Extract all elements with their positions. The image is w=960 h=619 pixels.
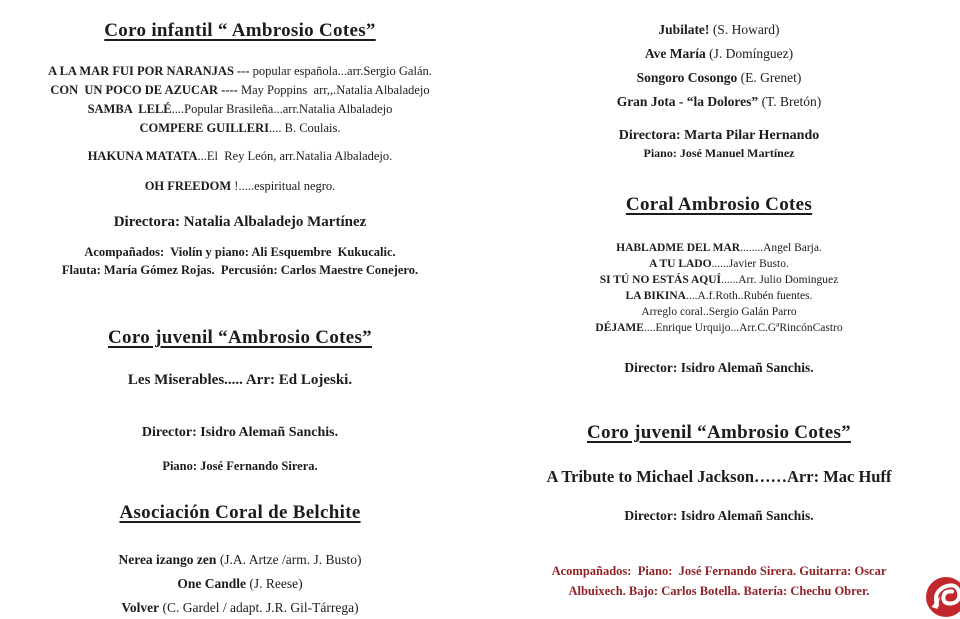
juvenil-piece-line: Les Miserables..... Arr: Ed Lojeski. (127, 372, 353, 388)
song-line (0, 177, 480, 196)
song-detail: ......Javier Busto. (711, 258, 789, 270)
song-line-freedom (0, 177, 480, 196)
accompanists-line: Acompañados: Piano: José Fernando Sirera. Guitarra: Oscar (551, 564, 887, 578)
song-title: One Candle (177, 576, 247, 591)
tribute-director-line: Director: Isidro Alemañ Sanchis. (624, 508, 814, 523)
coral-director-line: Director: Isidro Alemañ Sanchis. (624, 360, 814, 375)
song-detail: (T. Bretón) (758, 94, 822, 109)
song-title: COMPERE GUILLERI (139, 121, 269, 135)
song-title: Ave María (644, 46, 706, 61)
heading-coro-infantil: Coro infantil “ Ambrosio Cotes” (104, 20, 376, 41)
logo-svg (925, 576, 960, 618)
infantil-director-line: Directora: Natalia Albaladejo Martínez (113, 214, 367, 230)
accompanists-red-note (480, 562, 958, 601)
song-line (480, 256, 958, 272)
song-detail: ........Angel Barja. (740, 242, 822, 254)
song-title: Gran Jota - “la Dolores” (616, 94, 759, 109)
song-detail: popular española...arr.Sergio Galán. (249, 64, 432, 78)
heading-coral-belchite: Asociación Coral de Belchite (119, 502, 361, 523)
song-line (0, 147, 480, 166)
heading-coro-juvenil-right: Coro juvenil “Ambrosio Cotes” (587, 422, 851, 443)
song-detail: (J.A. Artze /arm. J. Busto) (216, 552, 362, 567)
song-title: LA BIKINA (625, 290, 686, 302)
song-line (0, 548, 480, 572)
song-detail: (J. Reese) (246, 576, 303, 591)
song-line (480, 272, 958, 288)
song-line-hakuna (0, 147, 480, 166)
right-column (480, 0, 958, 619)
song-title: A TU LADO (649, 258, 712, 270)
song-title: Songoro Cosongo (636, 70, 738, 85)
song-title: SI TÚ NO ESTÁS AQUÍ (599, 274, 721, 286)
song-title: DÉJAME (595, 322, 644, 334)
song-detail: Arreglo coral..Sergio Galán Parro (641, 306, 797, 318)
accompanists-line: Acompañados: Violín y piano: Ali Esquembre Kukucalic. (84, 245, 396, 259)
song-line (480, 320, 958, 336)
song-detail: ......Arr. Julio Dominguez (721, 274, 839, 286)
juvenil-director-line: Director: Isidro Alemañ Sanchis. (141, 425, 339, 440)
song-detail: ....A.f.Roth..Rubén fuentes. (685, 290, 813, 302)
song-detail: (C. Gardel / adapt. J.R. Gil-Tárrega) (159, 600, 359, 615)
song-line (480, 90, 958, 114)
heading-coral-ambrosio-cotes: Coral Ambrosio Cotes (625, 194, 813, 215)
infantil-accompanists (0, 244, 480, 279)
song-line (480, 66, 958, 90)
song-detail: !.....espiritual negro. (231, 179, 336, 193)
belchite-song-list (0, 548, 480, 619)
song-title: A LA MAR FUI POR NARANJAS --- (48, 64, 250, 78)
song-line (0, 119, 480, 138)
song-title: Nerea izango zen (118, 552, 217, 567)
song-title: HABLADME DEL MAR (616, 242, 741, 254)
red-circle-e-logo-icon (925, 576, 960, 618)
song-detail: (J. Domínguez) (705, 46, 794, 61)
coral-song-list (480, 240, 958, 336)
song-detail: ...El Rey León, arr.Natalia Albaladejo. (197, 149, 393, 163)
song-line (0, 572, 480, 596)
song-title: Jubilate! (658, 22, 710, 37)
song-title: SAMBA LELÉ (87, 102, 172, 116)
song-line (480, 240, 958, 256)
song-title: HAKUNA MATATA (87, 149, 198, 163)
song-line (0, 100, 480, 119)
song-detail: ....Enrique Urquijo...Arr.C.GªRincónCastro (643, 322, 843, 334)
song-detail: .... B. Coulais. (268, 121, 341, 135)
song-title: Volver (121, 600, 160, 615)
accompanists-line: Flauta: María Gómez Rojas. Percusión: Carlos Maestre Conejero. (61, 262, 419, 277)
song-line (480, 304, 958, 320)
song-detail: May Poppins arr,,.Natalia Albaladejo (237, 83, 430, 97)
adult-choir-song-list (480, 18, 958, 114)
accompanists-line: Albuixech. Bajo: Carlos Botella. Batería: Chechu Obrer. (568, 583, 870, 598)
song-line (480, 18, 958, 42)
top-director-line: Directora: Marta Pilar Hernando (618, 128, 820, 143)
song-line (0, 62, 480, 81)
heading-coro-juvenil-left: Coro juvenil “Ambrosio Cotes” (108, 327, 372, 348)
tribute-piece-line: A Tribute to Michael Jackson……Arr: Mac Huff (546, 467, 892, 486)
song-detail: (S. Howard) (709, 22, 780, 37)
song-line (0, 81, 480, 100)
song-line (0, 596, 480, 619)
song-title: CON UN POCO DE AZUCAR ---- (50, 83, 238, 97)
song-detail: (E. Grenet) (737, 70, 802, 85)
song-line (480, 42, 958, 66)
juvenil-piano-line: Piano: José Fernando Sirera. (162, 459, 318, 473)
song-detail: ....Popular Brasileña...arr.Natalia Albaladejo (171, 102, 393, 116)
song-title: OH FREEDOM (144, 179, 232, 193)
song-line (480, 288, 958, 304)
top-piano-line: Piano: José Manuel Martínez (643, 146, 795, 160)
infantil-song-list (0, 62, 480, 138)
